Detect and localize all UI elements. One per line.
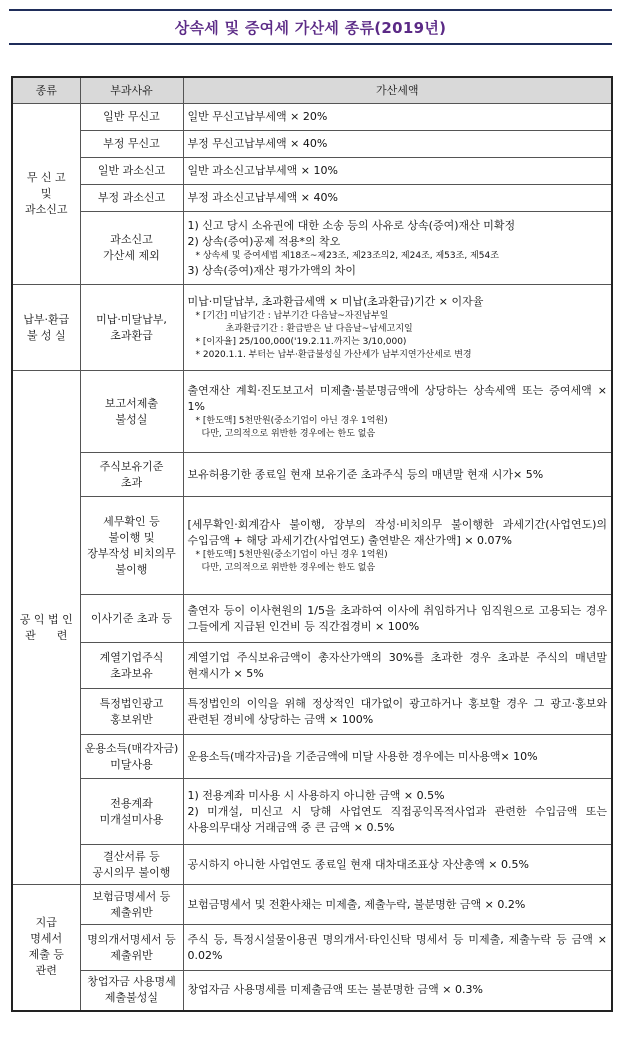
reason-cell: 부정 과소신고 — [80, 185, 183, 212]
category-cell: 무 신 고 및 과소신고 — [12, 104, 80, 285]
table-row — [12, 845, 612, 885]
amount-cell: 미납·미달납부, 초과환급세액 × 미납(초과환급)기간 × 이자율 * [기간] 미납기간 : 납부기간 다음날~자진납부일 초과환급기간 : 환급받은 날 다음날~납세고지일 * [이자율] 25/100,000('19.2.11.까지는 3/10,000) * 2020.1.1. 부터는 납부·환급불성실 가산세가 납부지연가산세로 변경 — [183, 285, 612, 371]
category-cell: 지급 명세서 제출 등 관련 — [12, 885, 80, 1011]
reason-cell: 세무확인 등 불이행 및 장부작성 비치의무 불이행 — [80, 497, 183, 595]
header-kind: 종류 — [12, 77, 80, 104]
table-row — [12, 497, 612, 595]
table-row — [12, 212, 612, 285]
reason-cell: 일반 무신고 — [80, 104, 183, 131]
reason-cell: 전용계좌 미개설미사용 — [80, 779, 183, 845]
category-cell: 공 익 법 인 관 련 — [12, 371, 80, 885]
amount-cell: 공시하지 아니한 사업연도 종료일 현재 대차대조표상 자산총액 × 0.5% — [183, 845, 612, 885]
table-row — [12, 885, 612, 925]
amount-cell: [세무확인·회계감사 불이행, 장부의 작성·비치의무 불이행한 과세기간(사업연도)의 수입금액 + 해당 과세기간(사업연도) 출연받은 재산가액] × 0.07% * [한도액] 5천만원(중소기업이 아닌 경우 1억원) 다만, 고의적으로 위반한 경우에는 한도 없음 — [183, 497, 612, 595]
title-box — [9, 9, 612, 45]
table-row — [12, 595, 612, 643]
table-row — [12, 779, 612, 845]
table-row — [12, 643, 612, 689]
table-row — [12, 104, 612, 131]
amount-cell: 일반 무신고납부세액 × 20% — [183, 104, 612, 131]
reason-cell: 창업자금 사용명세 제출불성실 — [80, 971, 183, 1011]
reason-cell: 특정법인광고 홍보위반 — [80, 689, 183, 735]
table-row — [12, 131, 612, 158]
table-row — [12, 158, 612, 185]
table-row — [12, 453, 612, 497]
reason-cell: 미납·미달납부, 초과환급 — [80, 285, 183, 371]
category-cell: 납부·환급 불 성 실 — [12, 285, 80, 371]
reason-cell: 과소신고 가산세 제외 — [80, 212, 183, 285]
amount-cell: 일반 과소신고납부세액 × 10% — [183, 158, 612, 185]
table-row — [12, 735, 612, 779]
reason-cell: 운용소득(매각자금) 미달사용 — [80, 735, 183, 779]
penalty-tax-table — [11, 76, 613, 1012]
amount-cell: 출연재산 계획·진도보고서 미제출·불분명금액에 상당하는 상속세액 또는 증여세액 × 1% * [한도액] 5천만원(중소기업이 아닌 경우 1억원) 다만, 고의적으로 위반한 경우에는 한도 없음 — [183, 371, 612, 453]
amount-cell: 보험금명세서 및 전환사채는 미제출, 제출누락, 불분명한 금액 × 0.2% — [183, 885, 612, 925]
amount-cell: 출연자 등이 이사현원의 1/5을 초과하여 이사에 취임하거나 임직원으로 고용되는 경우 그들에게 지급된 인건비 등 직간접경비 × 100% — [183, 595, 612, 643]
reason-cell: 부정 무신고 — [80, 131, 183, 158]
reason-cell: 명의개서명세서 등 제출위반 — [80, 925, 183, 971]
reason-cell: 결산서류 등 공시의무 불이행 — [80, 845, 183, 885]
reason-cell: 일반 과소신고 — [80, 158, 183, 185]
amount-cell: 부정 무신고납부세액 × 40% — [183, 131, 612, 158]
amount-cell: 주식 등, 특정시설물이용권 명의개서·타인신탁 명세서 등 미제출, 제출누락 등 금액 × 0.02% — [183, 925, 612, 971]
table-row — [12, 925, 612, 971]
reason-cell: 주식보유기준 초과 — [80, 453, 183, 497]
reason-cell: 이사기준 초과 등 — [80, 595, 183, 643]
table-row — [12, 689, 612, 735]
amount-cell: 보유허용기한 종료일 현재 보유기준 초과주식 등의 매년말 현재 시가× 5% — [183, 453, 612, 497]
reason-cell: 보고서제출 불성실 — [80, 371, 183, 453]
amount-cell: 운용소득(매각자금)을 기준금액에 미달 사용한 경우에는 미사용액× 10% — [183, 735, 612, 779]
amount-cell: 부정 과소신고납부세액 × 40% — [183, 185, 612, 212]
table-row — [12, 371, 612, 453]
table-row — [12, 185, 612, 212]
reason-cell: 계열기업주식 초과보유 — [80, 643, 183, 689]
amount-cell: 1) 신고 당시 소유권에 대한 소송 등의 사유로 상속(증여)재산 미확정 2) 상속(증여)공제 적용*의 착오 * 상속세 및 증여세법 제18조~제23조, 제23조의2, 제24조, 제53조, 제54조 3) 상속(증여)재산 평가가액의 차이 — [183, 212, 612, 285]
page-title: 상속세 및 증여세 가산세 종류(2019년) — [174, 18, 447, 37]
reason-cell: 보험금명세서 등 제출위반 — [80, 885, 183, 925]
table-row — [12, 971, 612, 1011]
amount-cell: 계열기업 주식보유금액이 총자산가액의 30%를 초과한 경우 초과분 주식의 매년말 현재시가 × 5% — [183, 643, 612, 689]
amount-cell: 창업자금 사용명세를 미제출금액 또는 불분명한 금액 × 0.3% — [183, 971, 612, 1011]
table-header-row — [12, 77, 612, 104]
header-amount: 가산세액 — [183, 77, 612, 104]
amount-cell: 1) 전용계좌 미사용 시 사용하지 아니한 금액 × 0.5% 2) 미개설, 미신고 시 당해 사업연도 직접공익목적사업과 관련한 수입금액 또는 사용의무대상 거래금액 중 큰 금액 × 0.5% — [183, 779, 612, 845]
header-reason: 부과사유 — [80, 77, 183, 104]
table-row — [12, 285, 612, 371]
amount-cell: 특정법인의 이익을 위해 정상적인 대가없이 광고하거나 홍보할 경우 그 광고·홍보와 관련된 경비에 상당하는 금액 × 100% — [183, 689, 612, 735]
